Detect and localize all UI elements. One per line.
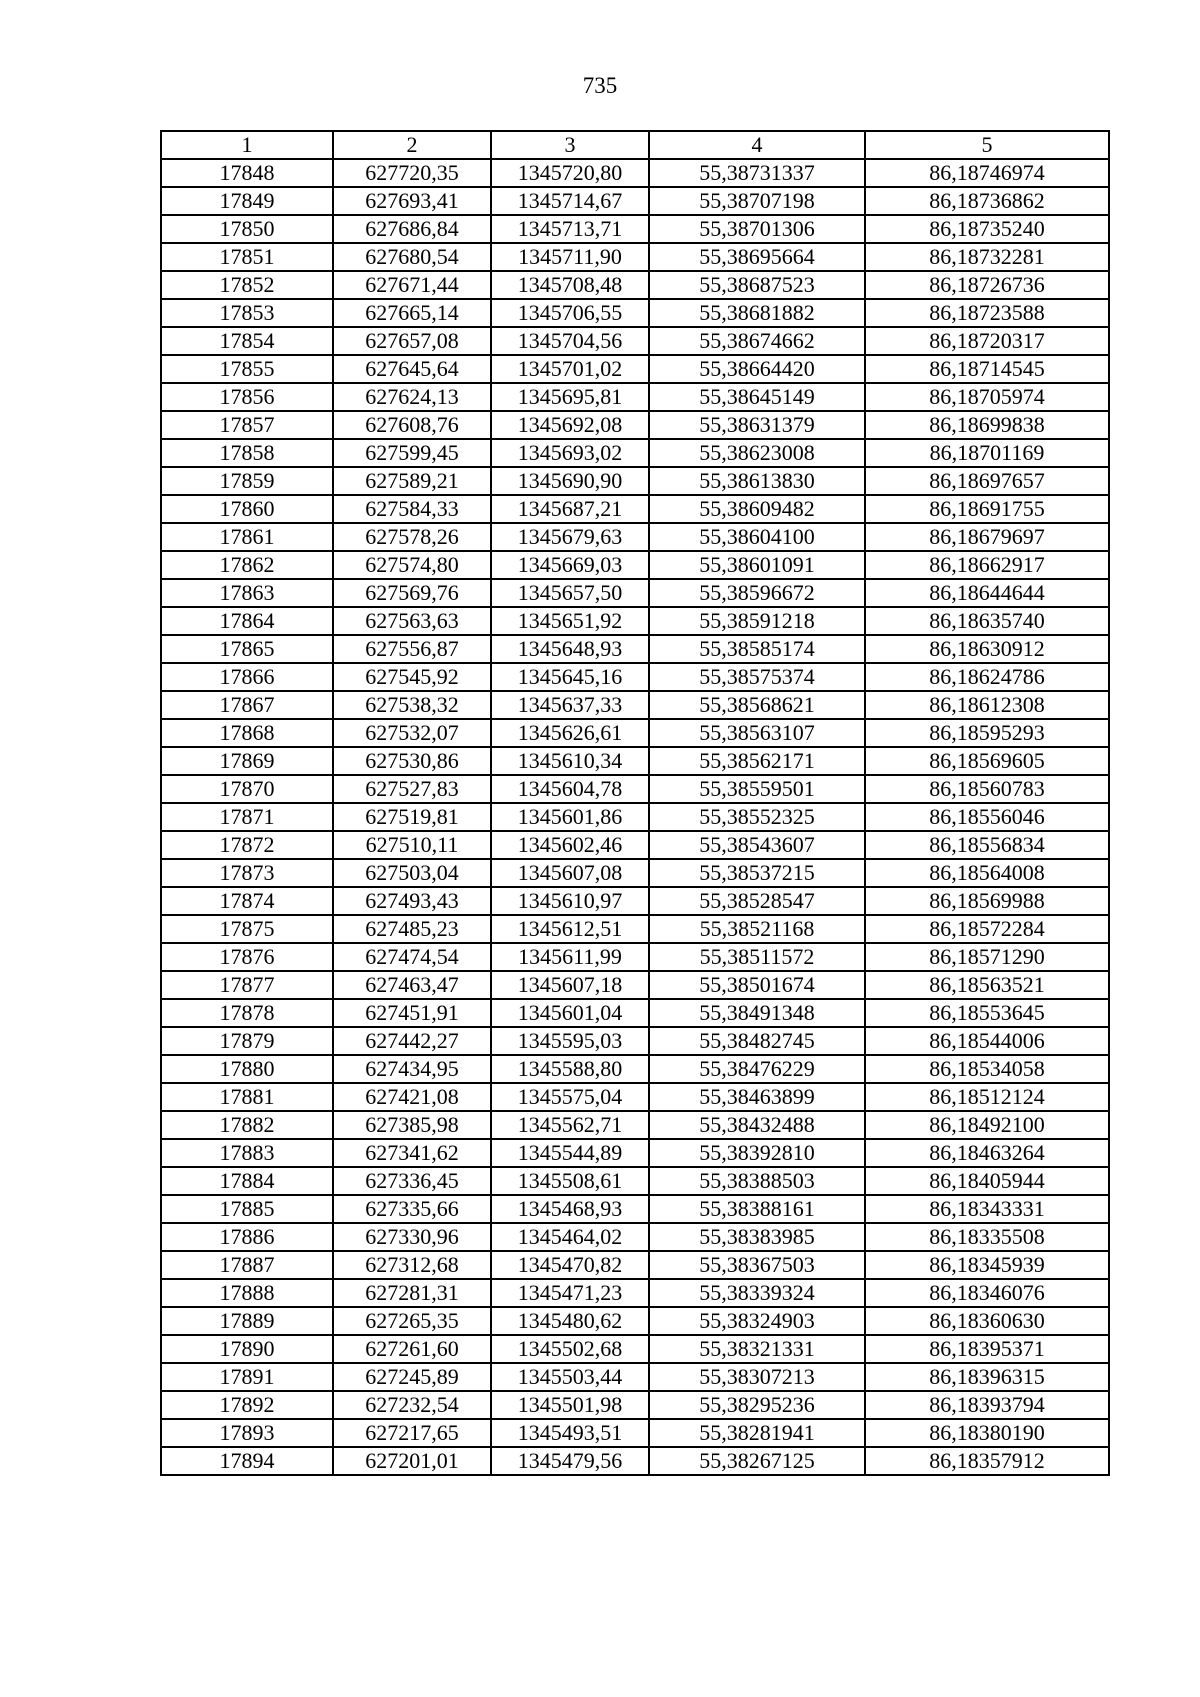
table-row — [161, 1251, 1109, 1279]
column-header-4: 4 — [649, 131, 865, 159]
point-number-cell: 17853 — [161, 299, 333, 327]
point-number-cell: 17848 — [161, 159, 333, 187]
latitude-cell: 55,38563107 — [649, 719, 865, 747]
longitude-cell: 86,18556046 — [865, 803, 1109, 831]
y-coordinate-cell: 1345612,51 — [491, 915, 649, 943]
table-row — [161, 215, 1109, 243]
point-number-cell: 17862 — [161, 551, 333, 579]
longitude-cell: 86,18701169 — [865, 439, 1109, 467]
x-coordinate-cell: 627503,04 — [333, 859, 491, 887]
table-row — [161, 551, 1109, 579]
table-row — [161, 775, 1109, 803]
x-coordinate-cell: 627599,45 — [333, 439, 491, 467]
table-body — [161, 159, 1109, 1475]
point-number-cell: 17858 — [161, 439, 333, 467]
x-coordinate-cell: 627574,80 — [333, 551, 491, 579]
latitude-cell: 55,38559501 — [649, 775, 865, 803]
column-header-1: 1 — [161, 131, 333, 159]
column-header-5: 5 — [865, 131, 1109, 159]
point-number-cell: 17878 — [161, 999, 333, 1027]
table-row — [161, 1167, 1109, 1195]
point-number-cell: 17861 — [161, 523, 333, 551]
x-coordinate-cell: 627527,83 — [333, 775, 491, 803]
y-coordinate-cell: 1345611,99 — [491, 943, 649, 971]
y-coordinate-cell: 1345607,08 — [491, 859, 649, 887]
y-coordinate-cell: 1345648,93 — [491, 635, 649, 663]
table-row — [161, 1027, 1109, 1055]
point-number-cell: 17883 — [161, 1139, 333, 1167]
y-coordinate-cell: 1345711,90 — [491, 243, 649, 271]
x-coordinate-cell: 627335,66 — [333, 1195, 491, 1223]
point-number-cell: 17886 — [161, 1223, 333, 1251]
point-number-cell: 17849 — [161, 187, 333, 215]
point-number-cell: 17891 — [161, 1363, 333, 1391]
table-row — [161, 523, 1109, 551]
latitude-cell: 55,38537215 — [649, 859, 865, 887]
column-header-2: 2 — [333, 131, 491, 159]
longitude-cell: 86,18463264 — [865, 1139, 1109, 1167]
x-coordinate-cell: 627451,91 — [333, 999, 491, 1027]
latitude-cell: 55,38432488 — [649, 1111, 865, 1139]
longitude-cell: 86,18612308 — [865, 691, 1109, 719]
point-number-cell: 17875 — [161, 915, 333, 943]
table-row — [161, 355, 1109, 383]
point-number-cell: 17854 — [161, 327, 333, 355]
longitude-cell: 86,18563521 — [865, 971, 1109, 999]
latitude-cell: 55,38623008 — [649, 439, 865, 467]
point-number-cell: 17864 — [161, 607, 333, 635]
latitude-cell: 55,38491348 — [649, 999, 865, 1027]
y-coordinate-cell: 1345468,93 — [491, 1195, 649, 1223]
table-row — [161, 1335, 1109, 1363]
x-coordinate-cell: 627584,33 — [333, 495, 491, 523]
point-number-cell: 17877 — [161, 971, 333, 999]
point-number-cell: 17894 — [161, 1447, 333, 1475]
longitude-cell: 86,18556834 — [865, 831, 1109, 859]
y-coordinate-cell: 1345544,89 — [491, 1139, 649, 1167]
point-number-cell: 17871 — [161, 803, 333, 831]
x-coordinate-cell: 627281,31 — [333, 1279, 491, 1307]
table-row — [161, 411, 1109, 439]
y-coordinate-cell: 1345602,46 — [491, 831, 649, 859]
x-coordinate-cell: 627463,47 — [333, 971, 491, 999]
y-coordinate-cell: 1345588,80 — [491, 1055, 649, 1083]
latitude-cell: 55,38476229 — [649, 1055, 865, 1083]
y-coordinate-cell: 1345695,81 — [491, 383, 649, 411]
y-coordinate-cell: 1345562,71 — [491, 1111, 649, 1139]
longitude-cell: 86,18405944 — [865, 1167, 1109, 1195]
table-row — [161, 1055, 1109, 1083]
longitude-cell: 86,18396315 — [865, 1363, 1109, 1391]
x-coordinate-cell: 627510,11 — [333, 831, 491, 859]
latitude-cell: 55,38367503 — [649, 1251, 865, 1279]
longitude-cell: 86,18705974 — [865, 383, 1109, 411]
latitude-cell: 55,38695664 — [649, 243, 865, 271]
latitude-cell: 55,38664420 — [649, 355, 865, 383]
y-coordinate-cell: 1345693,02 — [491, 439, 649, 467]
longitude-cell: 86,18691755 — [865, 495, 1109, 523]
point-number-cell: 17884 — [161, 1167, 333, 1195]
longitude-cell: 86,18553645 — [865, 999, 1109, 1027]
table-row — [161, 467, 1109, 495]
latitude-cell: 55,38388503 — [649, 1167, 865, 1195]
point-number-cell: 17892 — [161, 1391, 333, 1419]
longitude-cell: 86,18572284 — [865, 915, 1109, 943]
y-coordinate-cell: 1345501,98 — [491, 1391, 649, 1419]
table-row — [161, 663, 1109, 691]
table-row — [161, 1307, 1109, 1335]
x-coordinate-cell: 627532,07 — [333, 719, 491, 747]
longitude-cell: 86,18726736 — [865, 271, 1109, 299]
x-coordinate-cell: 627474,54 — [333, 943, 491, 971]
table-row — [161, 187, 1109, 215]
longitude-cell: 86,18492100 — [865, 1111, 1109, 1139]
x-coordinate-cell: 627538,32 — [333, 691, 491, 719]
table-row — [161, 327, 1109, 355]
longitude-cell: 86,18714545 — [865, 355, 1109, 383]
longitude-cell: 86,18395371 — [865, 1335, 1109, 1363]
point-number-cell: 17866 — [161, 663, 333, 691]
latitude-cell: 55,38392810 — [649, 1139, 865, 1167]
table-row — [161, 383, 1109, 411]
longitude-cell: 86,18345939 — [865, 1251, 1109, 1279]
table-row — [161, 831, 1109, 859]
table-row — [161, 1139, 1109, 1167]
longitude-cell: 86,18560783 — [865, 775, 1109, 803]
y-coordinate-cell: 1345708,48 — [491, 271, 649, 299]
x-coordinate-cell: 627261,60 — [333, 1335, 491, 1363]
point-number-cell: 17879 — [161, 1027, 333, 1055]
x-coordinate-cell: 627686,84 — [333, 215, 491, 243]
longitude-cell: 86,18569988 — [865, 887, 1109, 915]
x-coordinate-cell: 627624,13 — [333, 383, 491, 411]
longitude-cell: 86,18735240 — [865, 215, 1109, 243]
x-coordinate-cell: 627569,76 — [333, 579, 491, 607]
point-number-cell: 17870 — [161, 775, 333, 803]
point-number-cell: 17885 — [161, 1195, 333, 1223]
latitude-cell: 55,38307213 — [649, 1363, 865, 1391]
latitude-cell: 55,38613830 — [649, 467, 865, 495]
x-coordinate-cell: 627434,95 — [333, 1055, 491, 1083]
longitude-cell: 86,18644644 — [865, 579, 1109, 607]
y-coordinate-cell: 1345720,80 — [491, 159, 649, 187]
y-coordinate-cell: 1345503,44 — [491, 1363, 649, 1391]
y-coordinate-cell: 1345493,51 — [491, 1419, 649, 1447]
x-coordinate-cell: 627493,43 — [333, 887, 491, 915]
point-number-cell: 17852 — [161, 271, 333, 299]
latitude-cell: 55,38604100 — [649, 523, 865, 551]
x-coordinate-cell: 627720,35 — [333, 159, 491, 187]
table-header — [161, 131, 1109, 159]
latitude-cell: 55,38383985 — [649, 1223, 865, 1251]
latitude-cell: 55,38575374 — [649, 663, 865, 691]
point-number-cell: 17890 — [161, 1335, 333, 1363]
y-coordinate-cell: 1345714,67 — [491, 187, 649, 215]
longitude-cell: 86,18380190 — [865, 1419, 1109, 1447]
column-header-3: 3 — [491, 131, 649, 159]
point-number-cell: 17874 — [161, 887, 333, 915]
longitude-cell: 86,18335508 — [865, 1223, 1109, 1251]
y-coordinate-cell: 1345690,90 — [491, 467, 649, 495]
latitude-cell: 55,38645149 — [649, 383, 865, 411]
table-row — [161, 243, 1109, 271]
table-row — [161, 1083, 1109, 1111]
x-coordinate-cell: 627485,23 — [333, 915, 491, 943]
point-number-cell: 17868 — [161, 719, 333, 747]
y-coordinate-cell: 1345607,18 — [491, 971, 649, 999]
x-coordinate-cell: 627657,08 — [333, 327, 491, 355]
y-coordinate-cell: 1345645,16 — [491, 663, 649, 691]
latitude-cell: 55,38552325 — [649, 803, 865, 831]
latitude-cell: 55,38388161 — [649, 1195, 865, 1223]
longitude-cell: 86,18571290 — [865, 943, 1109, 971]
longitude-cell: 86,18697657 — [865, 467, 1109, 495]
table-row — [161, 915, 1109, 943]
x-coordinate-cell: 627442,27 — [333, 1027, 491, 1055]
table-row — [161, 719, 1109, 747]
table-row — [161, 999, 1109, 1027]
table-row — [161, 1447, 1109, 1475]
point-number-cell: 17887 — [161, 1251, 333, 1279]
table-row — [161, 271, 1109, 299]
longitude-cell: 86,18624786 — [865, 663, 1109, 691]
table-row — [161, 1279, 1109, 1307]
point-number-cell: 17860 — [161, 495, 333, 523]
table-row — [161, 1419, 1109, 1447]
x-coordinate-cell: 627563,63 — [333, 607, 491, 635]
point-number-cell: 17873 — [161, 859, 333, 887]
latitude-cell: 55,38701306 — [649, 215, 865, 243]
x-coordinate-cell: 627530,86 — [333, 747, 491, 775]
x-coordinate-cell: 627341,62 — [333, 1139, 491, 1167]
x-coordinate-cell: 627519,81 — [333, 803, 491, 831]
x-coordinate-cell: 627645,64 — [333, 355, 491, 383]
x-coordinate-cell: 627217,65 — [333, 1419, 491, 1447]
latitude-cell: 55,38568621 — [649, 691, 865, 719]
longitude-cell: 86,18595293 — [865, 719, 1109, 747]
y-coordinate-cell: 1345692,08 — [491, 411, 649, 439]
latitude-cell: 55,38511572 — [649, 943, 865, 971]
y-coordinate-cell: 1345480,62 — [491, 1307, 649, 1335]
longitude-cell: 86,18630912 — [865, 635, 1109, 663]
y-coordinate-cell: 1345669,03 — [491, 551, 649, 579]
point-number-cell: 17876 — [161, 943, 333, 971]
point-number-cell: 17872 — [161, 831, 333, 859]
latitude-cell: 55,38321331 — [649, 1335, 865, 1363]
longitude-cell: 86,18564008 — [865, 859, 1109, 887]
longitude-cell: 86,18360630 — [865, 1307, 1109, 1335]
longitude-cell: 86,18723588 — [865, 299, 1109, 327]
latitude-cell: 55,38562171 — [649, 747, 865, 775]
y-coordinate-cell: 1345464,02 — [491, 1223, 649, 1251]
latitude-cell: 55,38601091 — [649, 551, 865, 579]
longitude-cell: 86,18746974 — [865, 159, 1109, 187]
y-coordinate-cell: 1345502,68 — [491, 1335, 649, 1363]
longitude-cell: 86,18544006 — [865, 1027, 1109, 1055]
point-number-cell: 17865 — [161, 635, 333, 663]
table-row — [161, 1195, 1109, 1223]
y-coordinate-cell: 1345701,02 — [491, 355, 649, 383]
x-coordinate-cell: 627693,41 — [333, 187, 491, 215]
point-number-cell: 17882 — [161, 1111, 333, 1139]
x-coordinate-cell: 627680,54 — [333, 243, 491, 271]
latitude-cell: 55,38281941 — [649, 1419, 865, 1447]
latitude-cell: 55,38463899 — [649, 1083, 865, 1111]
table-row — [161, 887, 1109, 915]
point-number-cell: 17881 — [161, 1083, 333, 1111]
longitude-cell: 86,18736862 — [865, 187, 1109, 215]
latitude-cell: 55,38731337 — [649, 159, 865, 187]
x-coordinate-cell: 627671,44 — [333, 271, 491, 299]
latitude-cell: 55,38521168 — [649, 915, 865, 943]
x-coordinate-cell: 627421,08 — [333, 1083, 491, 1111]
y-coordinate-cell: 1345679,63 — [491, 523, 649, 551]
latitude-cell: 55,38707198 — [649, 187, 865, 215]
y-coordinate-cell: 1345471,23 — [491, 1279, 649, 1307]
latitude-cell: 55,38585174 — [649, 635, 865, 663]
latitude-cell: 55,38267125 — [649, 1447, 865, 1475]
y-coordinate-cell: 1345575,04 — [491, 1083, 649, 1111]
longitude-cell: 86,18512124 — [865, 1083, 1109, 1111]
table-row — [161, 299, 1109, 327]
y-coordinate-cell: 1345657,50 — [491, 579, 649, 607]
x-coordinate-cell: 627336,45 — [333, 1167, 491, 1195]
coordinates-table — [160, 130, 1110, 1476]
latitude-cell: 55,38482745 — [649, 1027, 865, 1055]
point-number-cell: 17893 — [161, 1419, 333, 1447]
page-number: 735 — [582, 73, 618, 98]
longitude-cell: 86,18679697 — [865, 523, 1109, 551]
point-number-cell: 17851 — [161, 243, 333, 271]
latitude-cell: 55,38591218 — [649, 607, 865, 635]
point-number-cell: 17867 — [161, 691, 333, 719]
longitude-cell: 86,18569605 — [865, 747, 1109, 775]
y-coordinate-cell: 1345601,86 — [491, 803, 649, 831]
x-coordinate-cell: 627232,54 — [333, 1391, 491, 1419]
y-coordinate-cell: 1345595,03 — [491, 1027, 649, 1055]
table-row — [161, 859, 1109, 887]
longitude-cell: 86,18699838 — [865, 411, 1109, 439]
table-row — [161, 803, 1109, 831]
x-coordinate-cell: 627385,98 — [333, 1111, 491, 1139]
point-number-cell: 17857 — [161, 411, 333, 439]
table-row — [161, 1363, 1109, 1391]
point-number-cell: 17863 — [161, 579, 333, 607]
point-number-cell: 17888 — [161, 1279, 333, 1307]
table-row — [161, 691, 1109, 719]
point-number-cell: 17880 — [161, 1055, 333, 1083]
table-row — [161, 439, 1109, 467]
longitude-cell: 86,18720317 — [865, 327, 1109, 355]
latitude-cell: 55,38295236 — [649, 1391, 865, 1419]
y-coordinate-cell: 1345610,97 — [491, 887, 649, 915]
y-coordinate-cell: 1345601,04 — [491, 999, 649, 1027]
x-coordinate-cell: 627330,96 — [333, 1223, 491, 1251]
y-coordinate-cell: 1345713,71 — [491, 215, 649, 243]
point-number-cell: 17889 — [161, 1307, 333, 1335]
longitude-cell: 86,18732281 — [865, 243, 1109, 271]
latitude-cell: 55,38596672 — [649, 579, 865, 607]
table-row — [161, 607, 1109, 635]
latitude-cell: 55,38609482 — [649, 495, 865, 523]
y-coordinate-cell: 1345604,78 — [491, 775, 649, 803]
y-coordinate-cell: 1345470,82 — [491, 1251, 649, 1279]
table-row — [161, 1223, 1109, 1251]
table-row — [161, 1391, 1109, 1419]
table-row — [161, 635, 1109, 663]
point-number-cell: 17856 — [161, 383, 333, 411]
point-number-cell: 17869 — [161, 747, 333, 775]
y-coordinate-cell: 1345610,34 — [491, 747, 649, 775]
point-number-cell: 17855 — [161, 355, 333, 383]
x-coordinate-cell: 627578,26 — [333, 523, 491, 551]
table-row — [161, 747, 1109, 775]
x-coordinate-cell: 627312,68 — [333, 1251, 491, 1279]
longitude-cell: 86,18393794 — [865, 1391, 1109, 1419]
x-coordinate-cell: 627556,87 — [333, 635, 491, 663]
y-coordinate-cell: 1345508,61 — [491, 1167, 649, 1195]
latitude-cell: 55,38681882 — [649, 299, 865, 327]
longitude-cell: 86,18635740 — [865, 607, 1109, 635]
table-row — [161, 159, 1109, 187]
longitude-cell: 86,18346076 — [865, 1279, 1109, 1307]
x-coordinate-cell: 627245,89 — [333, 1363, 491, 1391]
point-number-cell: 17859 — [161, 467, 333, 495]
latitude-cell: 55,38339324 — [649, 1279, 865, 1307]
y-coordinate-cell: 1345479,56 — [491, 1447, 649, 1475]
latitude-cell: 55,38324903 — [649, 1307, 865, 1335]
x-coordinate-cell: 627265,35 — [333, 1307, 491, 1335]
latitude-cell: 55,38631379 — [649, 411, 865, 439]
table-row — [161, 495, 1109, 523]
y-coordinate-cell: 1345706,55 — [491, 299, 649, 327]
latitude-cell: 55,38687523 — [649, 271, 865, 299]
latitude-cell: 55,38543607 — [649, 831, 865, 859]
y-coordinate-cell: 1345637,33 — [491, 691, 649, 719]
point-number-cell: 17850 — [161, 215, 333, 243]
y-coordinate-cell: 1345704,56 — [491, 327, 649, 355]
longitude-cell: 86,18357912 — [865, 1447, 1109, 1475]
latitude-cell: 55,38528547 — [649, 887, 865, 915]
y-coordinate-cell: 1345651,92 — [491, 607, 649, 635]
y-coordinate-cell: 1345687,21 — [491, 495, 649, 523]
table-row — [161, 579, 1109, 607]
x-coordinate-cell: 627201,01 — [333, 1447, 491, 1475]
x-coordinate-cell: 627608,76 — [333, 411, 491, 439]
x-coordinate-cell: 627589,21 — [333, 467, 491, 495]
latitude-cell: 55,38674662 — [649, 327, 865, 355]
latitude-cell: 55,38501674 — [649, 971, 865, 999]
longitude-cell: 86,18534058 — [865, 1055, 1109, 1083]
y-coordinate-cell: 1345626,61 — [491, 719, 649, 747]
longitude-cell: 86,18662917 — [865, 551, 1109, 579]
header-row — [161, 131, 1109, 159]
table-row — [161, 943, 1109, 971]
x-coordinate-cell: 627665,14 — [333, 299, 491, 327]
table-row — [161, 1111, 1109, 1139]
x-coordinate-cell: 627545,92 — [333, 663, 491, 691]
table-row — [161, 971, 1109, 999]
longitude-cell: 86,18343331 — [865, 1195, 1109, 1223]
